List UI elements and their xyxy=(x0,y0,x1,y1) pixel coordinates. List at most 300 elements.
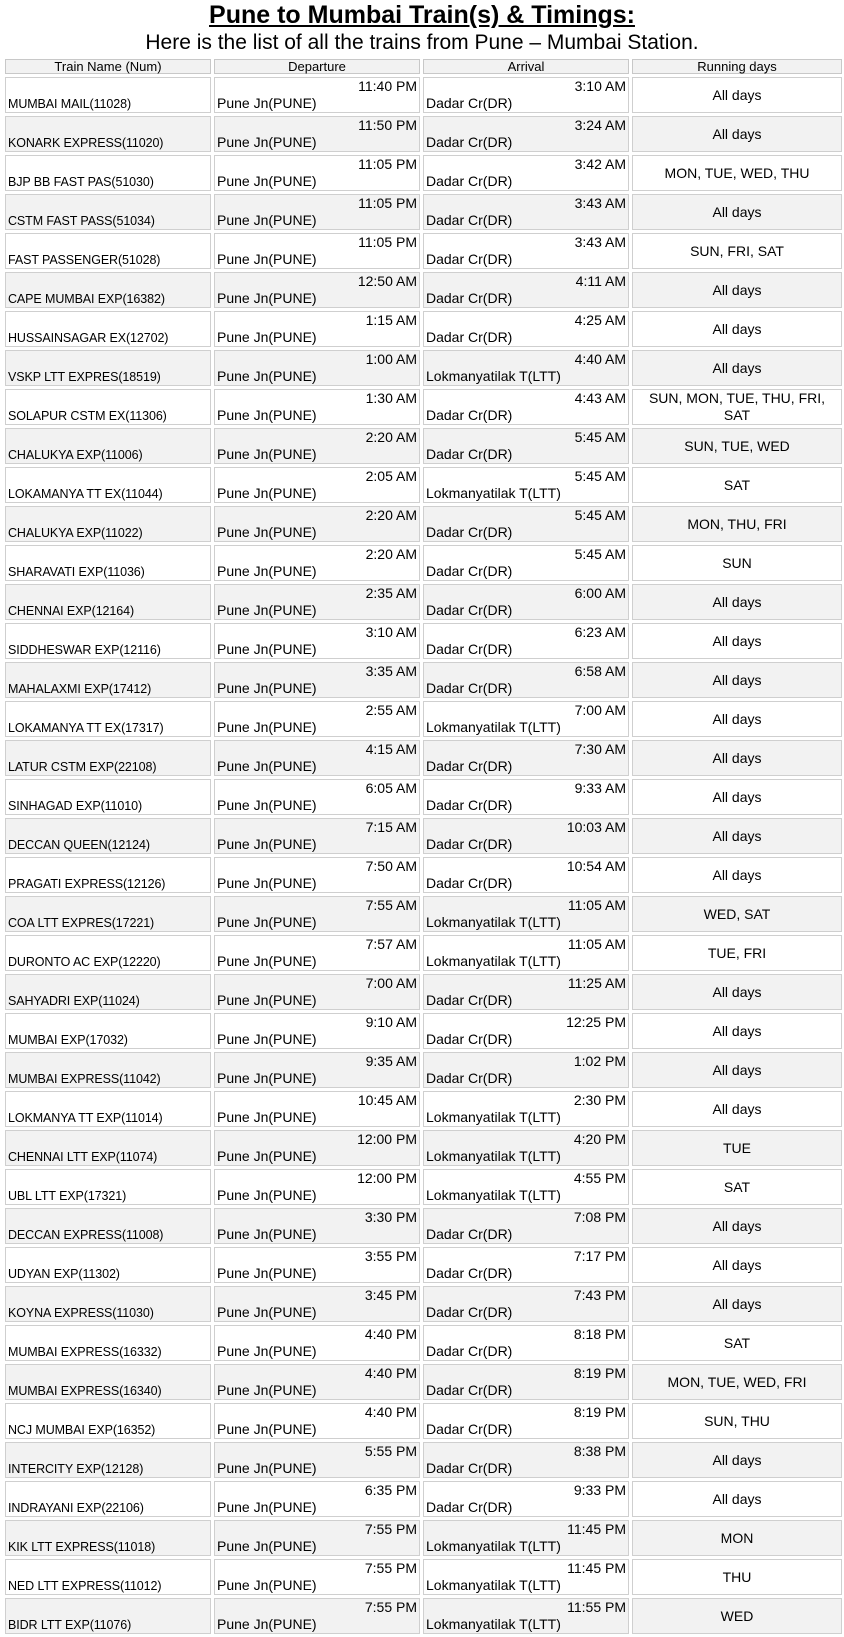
arrival-cell xyxy=(423,350,629,386)
arrival-cell xyxy=(423,935,629,971)
departure-station: Pune Jn(PUNE) xyxy=(217,329,317,345)
running-days: All days xyxy=(712,1100,762,1117)
departure-station: Pune Jn(PUNE) xyxy=(217,1031,317,1047)
train-name-cell xyxy=(5,1403,211,1439)
running-days: MON, TUE, WED, THU xyxy=(664,164,810,181)
table-row xyxy=(5,818,842,854)
arrival-station: Lokmanyatilak T(LTT) xyxy=(426,368,561,384)
departure-time: 12:00 PM xyxy=(357,1131,417,1147)
running-days: SUN, MON, TUE, THU, FRI, SAT xyxy=(648,390,826,423)
departure-station: Pune Jn(PUNE) xyxy=(217,797,317,813)
running-days: All days xyxy=(712,632,762,649)
train-name-cell xyxy=(5,1598,211,1634)
departure-cell xyxy=(214,1598,420,1634)
table-row xyxy=(5,389,842,425)
departure-time: 2:35 AM xyxy=(365,585,417,601)
departure-station: Pune Jn(PUNE) xyxy=(217,368,317,384)
departure-station: Pune Jn(PUNE) xyxy=(217,212,317,228)
table-row xyxy=(5,350,842,386)
arrival-cell xyxy=(423,1247,629,1283)
running-days: All days xyxy=(712,749,762,766)
departure-station: Pune Jn(PUNE) xyxy=(217,563,317,579)
departure-time: 12:50 AM xyxy=(357,273,417,289)
departure-station: Pune Jn(PUNE) xyxy=(217,1499,317,1515)
departure-cell xyxy=(214,1208,420,1244)
running-days-cell xyxy=(632,1442,842,1478)
arrival-time: 5:45 AM xyxy=(574,468,626,484)
departure-time: 3:35 AM xyxy=(365,663,417,679)
table-row xyxy=(5,1481,842,1517)
train-name: LOKAMANYA TT EX(11044) xyxy=(8,487,163,501)
arrival-time: 11:45 PM xyxy=(567,1521,626,1537)
train-name: INTERCITY EXP(12128) xyxy=(8,1462,144,1476)
departure-station: Pune Jn(PUNE) xyxy=(217,914,317,930)
running-days-cell xyxy=(632,506,842,542)
table-row xyxy=(5,584,842,620)
train-name-cell xyxy=(5,1325,211,1361)
train-name-cell xyxy=(5,584,211,620)
table-row xyxy=(5,77,842,113)
departure-cell xyxy=(214,428,420,464)
departure-time: 7:50 AM xyxy=(365,858,417,874)
train-name-cell xyxy=(5,350,211,386)
running-days: MON xyxy=(720,1529,754,1546)
departure-cell xyxy=(214,584,420,620)
train-name: CSTM FAST PASS(51034) xyxy=(8,214,155,228)
departure-station: Pune Jn(PUNE) xyxy=(217,1382,317,1398)
arrival-cell xyxy=(423,428,629,464)
running-days-cell xyxy=(632,1520,842,1556)
table-row xyxy=(5,779,842,815)
arrival-station: Dadar Cr(DR) xyxy=(426,836,513,852)
departure-station: Pune Jn(PUNE) xyxy=(217,602,317,618)
departure-time: 11:50 PM xyxy=(358,117,417,133)
arrival-time: 5:45 AM xyxy=(574,429,626,445)
running-days: All days xyxy=(712,1256,762,1273)
arrival-time: 11:05 AM xyxy=(567,936,626,952)
table-row xyxy=(5,194,842,230)
table-row xyxy=(5,1364,842,1400)
train-name-cell xyxy=(5,1442,211,1478)
train-name-cell xyxy=(5,1013,211,1049)
departure-station: Pune Jn(PUNE) xyxy=(217,1421,317,1437)
arrival-station: Dadar Cr(DR) xyxy=(426,524,513,540)
train-name-cell xyxy=(5,818,211,854)
arrival-cell xyxy=(423,701,629,737)
train-name: CHENNAI EXP(12164) xyxy=(8,604,135,618)
arrival-station: Dadar Cr(DR) xyxy=(426,212,513,228)
departure-cell xyxy=(214,1364,420,1400)
arrival-station: Dadar Cr(DR) xyxy=(426,563,513,579)
arrival-cell xyxy=(423,311,629,347)
departure-station: Pune Jn(PUNE) xyxy=(217,641,317,657)
departure-time: 3:10 AM xyxy=(365,624,417,640)
train-name-cell xyxy=(5,1559,211,1595)
departure-station: Pune Jn(PUNE) xyxy=(217,446,317,462)
arrival-cell xyxy=(423,1286,629,1322)
arrival-station: Dadar Cr(DR) xyxy=(426,1499,513,1515)
departure-cell xyxy=(214,1052,420,1088)
departure-time: 7:00 AM xyxy=(365,975,417,991)
departure-cell xyxy=(214,155,420,191)
arrival-time: 7:00 AM xyxy=(574,702,626,718)
arrival-station: Dadar Cr(DR) xyxy=(426,1421,513,1437)
running-days-cell xyxy=(632,311,842,347)
departure-cell xyxy=(214,1130,420,1166)
arrival-cell xyxy=(423,1442,629,1478)
table-row xyxy=(5,896,842,932)
arrival-station: Dadar Cr(DR) xyxy=(426,95,513,111)
train-name: CHENNAI LTT EXP(11074) xyxy=(8,1150,158,1164)
train-name: CAPE MUMBAI EXP(16382) xyxy=(8,292,165,306)
departure-cell xyxy=(214,1559,420,1595)
arrival-time: 6:23 AM xyxy=(574,624,626,640)
arrival-station: Dadar Cr(DR) xyxy=(426,134,513,150)
running-days: SUN, TUE, WED xyxy=(684,437,790,454)
arrival-cell xyxy=(423,662,629,698)
header-departure: Departure xyxy=(214,59,420,74)
departure-cell xyxy=(214,740,420,776)
arrival-cell xyxy=(423,857,629,893)
departure-cell xyxy=(214,116,420,152)
table-row xyxy=(5,1559,842,1595)
running-days: TUE, FRI xyxy=(707,944,767,961)
running-days: All days xyxy=(712,1490,762,1507)
train-name: VSKP LTT EXPRES(18519) xyxy=(8,370,161,384)
running-days: All days xyxy=(712,1217,762,1234)
train-name-cell xyxy=(5,1286,211,1322)
page-subtitle: Here is the list of all the trains from Pune – Mumbai Station. xyxy=(145,31,699,54)
train-name-cell xyxy=(5,389,211,425)
arrival-cell xyxy=(423,1208,629,1244)
train-name: BJP BB FAST PAS(51030) xyxy=(8,175,154,189)
arrival-cell xyxy=(423,623,629,659)
train-name: UBL LTT EXP(17321) xyxy=(8,1189,127,1203)
train-name-cell xyxy=(5,701,211,737)
departure-time: 1:15 AM xyxy=(365,312,417,328)
departure-station: Pune Jn(PUNE) xyxy=(217,134,317,150)
running-days-cell xyxy=(632,1130,842,1166)
running-days: WED xyxy=(720,1607,754,1624)
train-name: LOKAMANYA TT EX(17317) xyxy=(8,721,164,735)
departure-station: Pune Jn(PUNE) xyxy=(217,1343,317,1359)
running-days: WED, SAT xyxy=(703,905,771,922)
departure-time: 1:00 AM xyxy=(365,351,417,367)
arrival-time: 10:54 AM xyxy=(566,858,626,874)
table-row xyxy=(5,233,842,269)
train-name-cell xyxy=(5,935,211,971)
departure-station: Pune Jn(PUNE) xyxy=(217,1226,317,1242)
table-row xyxy=(5,935,842,971)
train-name-cell xyxy=(5,662,211,698)
table-row xyxy=(5,428,842,464)
departure-station: Pune Jn(PUNE) xyxy=(217,1265,317,1281)
arrival-time: 3:10 AM xyxy=(574,78,626,94)
arrival-cell xyxy=(423,1559,629,1595)
departure-time: 2:20 AM xyxy=(365,429,417,445)
arrival-station: Dadar Cr(DR) xyxy=(426,1304,513,1320)
arrival-time: 8:19 PM xyxy=(573,1365,626,1381)
departure-time: 11:05 PM xyxy=(358,195,417,211)
arrival-time: 2:30 PM xyxy=(573,1092,626,1108)
running-days-cell xyxy=(632,1598,842,1634)
table-body xyxy=(5,77,842,1634)
train-name-cell xyxy=(5,233,211,269)
arrival-station: Lokmanyatilak T(LTT) xyxy=(426,953,561,969)
train-name-cell xyxy=(5,467,211,503)
train-name-cell xyxy=(5,77,211,113)
running-days-cell xyxy=(632,467,842,503)
arrival-station: Dadar Cr(DR) xyxy=(426,680,513,696)
departure-cell xyxy=(214,1403,420,1439)
table-row xyxy=(5,662,842,698)
table-row xyxy=(5,623,842,659)
arrival-time: 7:43 PM xyxy=(573,1287,626,1303)
train-name: UDYAN EXP(11302) xyxy=(8,1267,120,1281)
running-days-cell xyxy=(632,740,842,776)
running-days: THU xyxy=(722,1568,752,1585)
arrival-station: Lokmanyatilak T(LTT) xyxy=(426,1538,561,1554)
running-days: SUN, FRI, SAT xyxy=(690,242,784,259)
arrival-cell xyxy=(423,1013,629,1049)
departure-cell xyxy=(214,1286,420,1322)
train-name: HUSSAINSAGAR EX(12702) xyxy=(8,331,169,345)
arrival-cell xyxy=(423,1520,629,1556)
departure-station: Pune Jn(PUNE) xyxy=(217,836,317,852)
departure-time: 3:55 PM xyxy=(364,1248,417,1264)
train-name-cell xyxy=(5,1364,211,1400)
arrival-cell xyxy=(423,233,629,269)
table-row xyxy=(5,701,842,737)
arrival-time: 4:25 AM xyxy=(574,312,626,328)
train-name: FAST PASSENGER(51028) xyxy=(8,253,161,267)
arrival-station: Dadar Cr(DR) xyxy=(426,641,513,657)
departure-station: Pune Jn(PUNE) xyxy=(217,173,317,189)
departure-time: 2:05 AM xyxy=(365,468,417,484)
arrival-station: Lokmanyatilak T(LTT) xyxy=(426,1109,561,1125)
table-row xyxy=(5,1130,842,1166)
departure-cell xyxy=(214,233,420,269)
departure-time: 12:00 PM xyxy=(357,1170,417,1186)
table-row xyxy=(5,1169,842,1205)
train-name-cell xyxy=(5,194,211,230)
arrival-station: Dadar Cr(DR) xyxy=(426,1382,513,1398)
departure-time: 3:30 PM xyxy=(364,1209,417,1225)
arrival-cell xyxy=(423,1169,629,1205)
train-name: SAHYADRI EXP(11024) xyxy=(8,994,140,1008)
train-name-cell xyxy=(5,974,211,1010)
train-name: KOYNA EXPRESS(11030) xyxy=(8,1306,154,1320)
arrival-time: 11:55 PM xyxy=(567,1599,626,1615)
arrival-station: Dadar Cr(DR) xyxy=(426,329,513,345)
arrival-cell xyxy=(423,584,629,620)
train-name-cell xyxy=(5,1208,211,1244)
train-name: COA LTT EXPRES(17221) xyxy=(8,916,155,930)
arrival-time: 3:43 AM xyxy=(574,234,626,250)
arrival-station: Lokmanyatilak T(LTT) xyxy=(426,1577,561,1593)
arrival-station: Dadar Cr(DR) xyxy=(426,1343,513,1359)
running-days: SAT xyxy=(723,1178,751,1195)
arrival-station: Lokmanyatilak T(LTT) xyxy=(426,914,561,930)
departure-cell xyxy=(214,1169,420,1205)
departure-station: Pune Jn(PUNE) xyxy=(217,1577,317,1593)
train-name-cell xyxy=(5,506,211,542)
running-days-cell xyxy=(632,1169,842,1205)
departure-cell xyxy=(214,506,420,542)
departure-time: 7:55 PM xyxy=(364,1599,417,1615)
arrival-cell xyxy=(423,1091,629,1127)
departure-station: Pune Jn(PUNE) xyxy=(217,1460,317,1476)
running-days: All days xyxy=(712,1022,762,1039)
train-name: SINHAGAD EXP(11010) xyxy=(8,799,143,813)
train-name-cell xyxy=(5,272,211,308)
running-days-cell xyxy=(632,194,842,230)
table-row xyxy=(5,974,842,1010)
departure-station: Pune Jn(PUNE) xyxy=(217,875,317,891)
departure-station: Pune Jn(PUNE) xyxy=(217,1148,317,1164)
departure-cell xyxy=(214,701,420,737)
arrival-time: 1:02 PM xyxy=(573,1053,626,1069)
departure-cell xyxy=(214,194,420,230)
arrival-station: Lokmanyatilak T(LTT) xyxy=(426,1616,561,1632)
arrival-time: 3:43 AM xyxy=(574,195,626,211)
arrival-time: 8:19 PM xyxy=(573,1404,626,1420)
departure-time: 4:40 PM xyxy=(364,1404,417,1420)
train-name: CHALUKYA EXP(11022) xyxy=(8,526,143,540)
arrival-station: Dadar Cr(DR) xyxy=(426,407,513,423)
departure-station: Pune Jn(PUNE) xyxy=(217,251,317,267)
departure-time: 2:20 AM xyxy=(365,546,417,562)
train-name: LATUR CSTM EXP(22108) xyxy=(8,760,157,774)
table-row xyxy=(5,740,842,776)
departure-station: Pune Jn(PUNE) xyxy=(217,1070,317,1086)
arrival-time: 4:20 PM xyxy=(573,1131,626,1147)
departure-time: 11:40 PM xyxy=(358,78,417,94)
departure-cell xyxy=(214,350,420,386)
running-days-cell xyxy=(632,1481,842,1517)
table-row xyxy=(5,1052,842,1088)
departure-cell xyxy=(214,662,420,698)
running-days-cell xyxy=(632,974,842,1010)
train-name-cell xyxy=(5,1130,211,1166)
departure-cell xyxy=(214,1442,420,1478)
running-days: All days xyxy=(712,827,762,844)
train-name: DECCAN QUEEN(12124) xyxy=(8,838,150,852)
table-row xyxy=(5,1403,842,1439)
running-days-cell xyxy=(632,623,842,659)
running-days: All days xyxy=(712,320,762,337)
departure-cell xyxy=(214,1091,420,1127)
table-row xyxy=(5,1013,842,1049)
table-row xyxy=(5,467,842,503)
arrival-station: Dadar Cr(DR) xyxy=(426,1070,513,1086)
departure-cell xyxy=(214,467,420,503)
train-name: SIDDHESWAR EXP(12116) xyxy=(8,643,161,657)
arrival-cell xyxy=(423,272,629,308)
table-header-row xyxy=(5,59,842,74)
arrival-time: 8:38 PM xyxy=(573,1443,626,1459)
running-days: SAT xyxy=(723,476,751,493)
running-days-cell xyxy=(632,1325,842,1361)
running-days: All days xyxy=(712,593,762,610)
train-name-cell xyxy=(5,896,211,932)
departure-station: Pune Jn(PUNE) xyxy=(217,1538,317,1554)
departure-cell xyxy=(214,1481,420,1517)
running-days: All days xyxy=(712,125,762,142)
table-row xyxy=(5,1208,842,1244)
running-days-cell xyxy=(632,428,842,464)
running-days-cell xyxy=(632,779,842,815)
running-days-cell xyxy=(632,857,842,893)
running-days: TUE xyxy=(723,1139,751,1156)
departure-station: Pune Jn(PUNE) xyxy=(217,95,317,111)
arrival-cell xyxy=(423,740,629,776)
running-days: All days xyxy=(712,788,762,805)
departure-cell xyxy=(214,1247,420,1283)
departure-station: Pune Jn(PUNE) xyxy=(217,953,317,969)
running-days: All days xyxy=(712,710,762,727)
arrival-station: Dadar Cr(DR) xyxy=(426,1265,513,1281)
running-days-cell xyxy=(632,1091,842,1127)
train-name-cell xyxy=(5,1247,211,1283)
train-name-cell xyxy=(5,116,211,152)
arrival-station: Dadar Cr(DR) xyxy=(426,173,513,189)
running-days: SUN xyxy=(722,554,752,571)
train-name: SOLAPUR CSTM EX(11306) xyxy=(8,409,167,423)
train-name: MUMBAI EXPRESS(16332) xyxy=(8,1345,162,1359)
arrival-cell xyxy=(423,1403,629,1439)
running-days-cell xyxy=(632,662,842,698)
arrival-cell xyxy=(423,1325,629,1361)
arrival-cell xyxy=(423,1481,629,1517)
departure-cell xyxy=(214,272,420,308)
departure-cell xyxy=(214,545,420,581)
arrival-cell xyxy=(423,818,629,854)
train-name-cell xyxy=(5,1520,211,1556)
train-name: MUMBAI EXPRESS(11042) xyxy=(8,1072,161,1086)
table-row xyxy=(5,116,842,152)
arrival-time: 5:45 AM xyxy=(574,546,626,562)
departure-time: 1:30 AM xyxy=(365,390,417,406)
running-days-cell xyxy=(632,935,842,971)
arrival-station: Dadar Cr(DR) xyxy=(426,1031,513,1047)
departure-cell xyxy=(214,77,420,113)
train-name: KIK LTT EXPRESS(11018) xyxy=(8,1540,156,1554)
running-days-cell xyxy=(632,1052,842,1088)
train-name: BIDR LTT EXP(11076) xyxy=(8,1618,132,1632)
departure-cell xyxy=(214,623,420,659)
running-days: All days xyxy=(712,86,762,103)
departure-time: 6:35 PM xyxy=(364,1482,417,1498)
train-name: CHALUKYA EXP(11006) xyxy=(8,448,143,462)
departure-time: 2:20 AM xyxy=(365,507,417,523)
train-name-cell xyxy=(5,857,211,893)
train-name: SHARAVATI EXP(11036) xyxy=(8,565,145,579)
table-row xyxy=(5,155,842,191)
departure-cell xyxy=(214,1520,420,1556)
arrival-cell xyxy=(423,1130,629,1166)
departure-station: Pune Jn(PUNE) xyxy=(217,1616,317,1632)
departure-station: Pune Jn(PUNE) xyxy=(217,1187,317,1203)
train-name: KONARK EXPRESS(11020) xyxy=(8,136,164,150)
departure-station: Pune Jn(PUNE) xyxy=(217,290,317,306)
train-name-cell xyxy=(5,740,211,776)
departure-time: 7:57 AM xyxy=(365,936,417,952)
arrival-time: 10:03 AM xyxy=(566,819,626,835)
train-name: INDRAYANI EXP(22106) xyxy=(8,1501,144,1515)
departure-cell xyxy=(214,974,420,1010)
departure-cell xyxy=(214,389,420,425)
